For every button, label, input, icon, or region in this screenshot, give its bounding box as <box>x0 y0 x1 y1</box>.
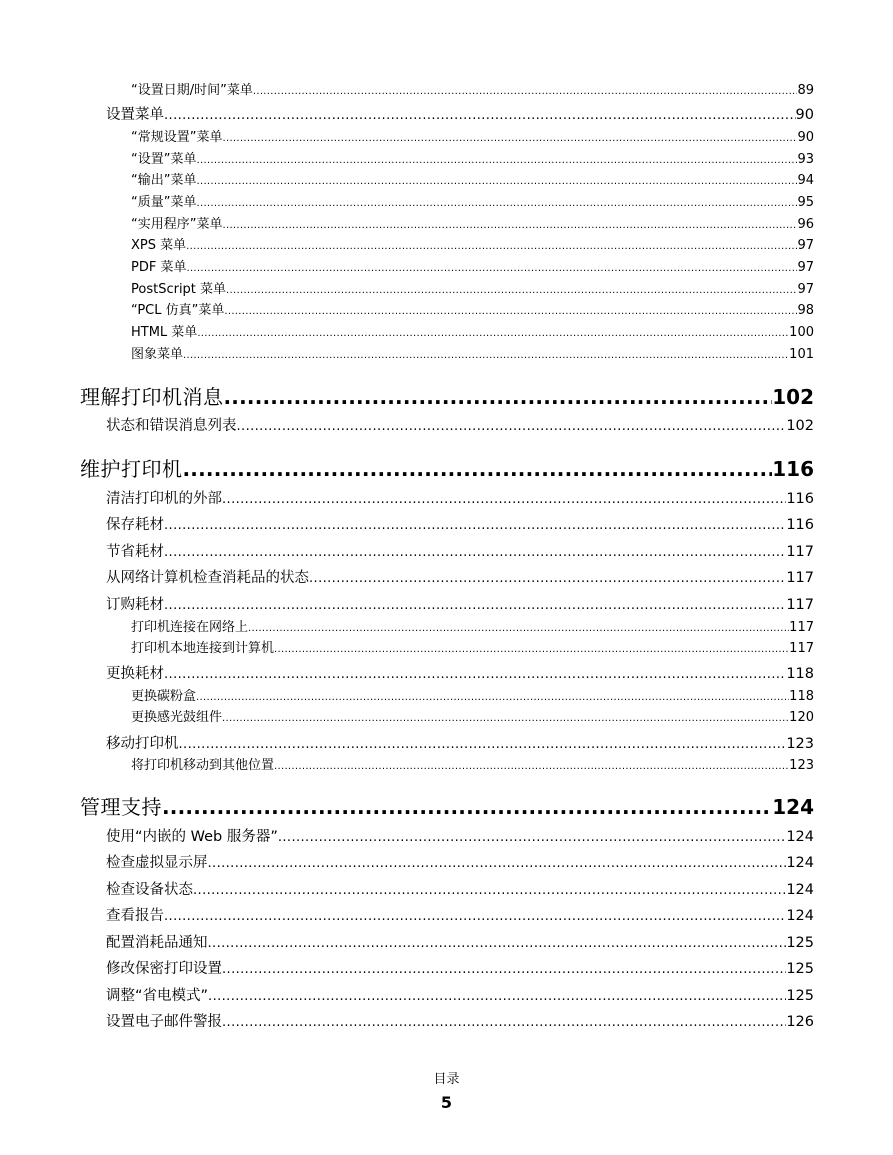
toc-leader-dots <box>162 794 772 820</box>
toc-entry[interactable] <box>106 106 814 125</box>
toc-entry-page: 117 <box>786 544 814 560</box>
toc-entry[interactable] <box>106 907 814 926</box>
toc-entry[interactable] <box>131 194 814 212</box>
toc-entry-page: 97 <box>797 260 814 275</box>
toc-leader-dots <box>208 987 786 1006</box>
toc-chapter-page: 102 <box>772 385 814 409</box>
toc-entry-title: 更换碳粉盒 <box>131 689 197 704</box>
toc-entry[interactable] <box>131 172 814 190</box>
toc-entry[interactable] <box>106 828 814 847</box>
toc-entry[interactable] <box>106 516 814 535</box>
toc-entry-page: 118 <box>789 689 814 704</box>
toc-entry-page: 116 <box>786 491 814 507</box>
toc-entry[interactable] <box>106 960 814 979</box>
toc-entry-title: 查看报告 <box>106 908 164 924</box>
toc-entry[interactable] <box>106 934 814 953</box>
toc-entry[interactable] <box>106 596 814 615</box>
toc-entry-title: 调整“省电模式” <box>106 988 209 1004</box>
toc-entry-title: 更换耗材 <box>106 666 164 682</box>
toc-entry[interactable] <box>131 346 814 364</box>
toc-leader-dots <box>179 735 787 754</box>
toc-entry[interactable] <box>131 151 814 169</box>
toc-entry-page: 117 <box>789 620 814 635</box>
toc-entry[interactable] <box>106 854 814 873</box>
toc-entry[interactable] <box>106 1013 814 1032</box>
toc-entry-title: “实用程序”菜单 <box>131 217 223 232</box>
toc-entry-page: 123 <box>786 736 814 752</box>
toc-leader-dots <box>196 152 797 169</box>
toc-entry-title: 修改保密打印设置 <box>106 961 222 977</box>
toc-entry-title: 配置消耗品通知 <box>106 935 208 951</box>
toc-entry[interactable] <box>131 237 814 255</box>
toc-entry-page: 125 <box>786 988 814 1004</box>
toc-leader-dots <box>274 758 789 775</box>
toc-entry-page: 118 <box>786 666 814 682</box>
toc-entry-page: 101 <box>789 347 814 362</box>
toc-leader-dots <box>224 384 773 410</box>
toc-entry-title: 保存耗材 <box>106 517 164 533</box>
toc-entry-page: 95 <box>797 195 814 210</box>
toc-leader-dots <box>186 260 797 277</box>
toc-entry-title: 将打印机移动到其他位置 <box>131 758 275 773</box>
toc-entry-page: 90 <box>795 107 814 123</box>
toc-leader-dots <box>197 325 789 342</box>
toc-entry[interactable] <box>131 709 814 727</box>
toc-entry-page: 90 <box>797 130 814 145</box>
toc-entry[interactable] <box>106 881 814 900</box>
toc-entry-title: PDF 菜单 <box>131 260 187 275</box>
toc-entry[interactable] <box>131 640 814 658</box>
toc-leader-dots <box>274 641 789 658</box>
toc-entry[interactable] <box>131 688 814 706</box>
toc-entry[interactable] <box>106 417 814 436</box>
toc-entry-page: 117 <box>789 641 814 656</box>
toc-entry-page: 100 <box>789 325 814 340</box>
toc-leader-dots <box>196 173 797 190</box>
toc-entry-title: 设置电子邮件警报 <box>106 1014 222 1030</box>
toc-leader-dots <box>248 620 789 637</box>
toc-leader-dots <box>196 195 797 212</box>
toc-entry-title: HTML 菜单 <box>131 325 198 340</box>
toc-leader-dots <box>196 689 789 706</box>
toc-entry-page: 98 <box>797 303 814 318</box>
page-number: 5 <box>440 1093 453 1112</box>
toc-leader-dots <box>222 710 789 727</box>
toc-entry[interactable] <box>106 735 814 754</box>
toc-entry-page: 117 <box>786 597 814 613</box>
toc-entry-title: 节省耗材 <box>106 544 164 560</box>
toc-entry-title: 从网络计算机检查消耗品的状态 <box>106 570 309 586</box>
toc-entry-page: 124 <box>786 855 814 871</box>
toc-entry[interactable] <box>131 324 814 342</box>
toc-entry-page: 93 <box>797 152 814 167</box>
toc-leader-dots <box>309 569 786 588</box>
toc-entry-title: 更换感光鼓组件 <box>131 710 223 725</box>
toc-chapter-page: 124 <box>772 795 814 819</box>
toc-chapter-title: 管理支持 <box>80 795 162 819</box>
toc-leader-dots <box>222 1013 786 1032</box>
toc-entry-title: 打印机连接在网络上 <box>131 620 249 635</box>
toc-entry-title: 订购耗材 <box>106 597 164 613</box>
toc-leader-dots <box>222 217 797 234</box>
toc-leader-dots <box>208 934 787 953</box>
toc-leader-dots <box>226 282 797 299</box>
toc-entry-title: 打印机本地连接到计算机 <box>131 641 275 656</box>
toc-entry-page: 123 <box>789 758 814 773</box>
toc-entry-page: 117 <box>786 570 814 586</box>
toc-leader-dots <box>183 347 789 364</box>
toc-entry-page: 124 <box>786 882 814 898</box>
toc-entry[interactable] <box>131 302 814 320</box>
toc-entry-title: “质量”菜单 <box>131 195 197 210</box>
toc-entry-page: 124 <box>786 908 814 924</box>
toc-entry[interactable] <box>131 259 814 277</box>
footer-label: 目录 <box>433 1072 460 1087</box>
toc-entry[interactable] <box>106 490 814 509</box>
toc-entry-title: 清洁打印机的外部 <box>106 491 222 507</box>
toc-entry[interactable] <box>106 569 814 588</box>
toc-leader-dots <box>186 238 797 255</box>
toc-entry-page: 97 <box>797 282 814 297</box>
toc-entry-title: 状态和错误消息列表 <box>106 418 237 434</box>
toc-entry[interactable] <box>106 665 814 684</box>
toc-leader-dots <box>222 490 786 509</box>
toc-leader-dots <box>222 130 797 147</box>
toc-leader-dots <box>164 516 786 535</box>
toc-entry-title: 移动打印机 <box>106 736 179 752</box>
toc-entry-title: “设置”菜单 <box>131 152 197 167</box>
toc-leader-dots <box>222 960 786 979</box>
toc-entry-page: 96 <box>797 217 814 232</box>
toc-chapter-title: 维护打印机 <box>80 457 183 481</box>
toc-entry-title: 图象菜单 <box>131 347 184 362</box>
toc-leader-dots <box>183 456 773 482</box>
toc-entry-page: 102 <box>786 418 814 434</box>
toc-entry-title: 使用“内嵌的 Web 服务器” <box>106 829 278 845</box>
toc-entry[interactable] <box>131 82 814 100</box>
toc-entry-title: “PCL 仿真”菜单 <box>131 303 225 318</box>
toc-entry[interactable] <box>131 281 814 299</box>
toc-entry[interactable] <box>131 757 814 775</box>
toc-entry-page: 94 <box>797 173 814 188</box>
toc-entry[interactable] <box>131 129 814 147</box>
toc-entry-page: 124 <box>786 829 814 845</box>
toc-entry-page: 126 <box>786 1014 814 1030</box>
toc-entry-page: 116 <box>786 517 814 533</box>
toc-entry[interactable] <box>131 619 814 637</box>
toc-entry-title: 检查设备状态 <box>106 882 193 898</box>
toc-entry-page: 89 <box>797 83 814 98</box>
toc-leader-dots <box>164 543 786 562</box>
toc-entry-title: “设置日期/时间”菜单 <box>131 83 253 98</box>
toc-leader-dots <box>164 907 786 926</box>
toc-entry-page: 125 <box>786 935 814 951</box>
toc-leader-dots <box>164 596 786 615</box>
toc-leader-dots <box>237 417 787 436</box>
toc-leader-dots <box>278 828 786 847</box>
toc-leader-dots <box>253 83 798 100</box>
toc-leader-dots <box>224 303 797 320</box>
toc-leader-dots <box>208 854 787 873</box>
toc-entry[interactable] <box>131 216 814 234</box>
toc-entry[interactable] <box>106 543 814 562</box>
toc-entry-page: 125 <box>786 961 814 977</box>
toc-entry-title: 检查虚拟显示屏 <box>106 855 208 871</box>
toc-leader-dots <box>193 881 786 900</box>
toc-chapter[interactable] <box>80 456 814 482</box>
toc-entry-title: XPS 菜单 <box>131 238 187 253</box>
toc-entry-title: PostScript 菜单 <box>131 282 227 297</box>
toc-entry-title: 设置菜单 <box>106 107 164 123</box>
toc-entry-title: “常规设置”菜单 <box>131 130 223 145</box>
toc-chapter[interactable] <box>80 384 814 410</box>
toc-leader-dots <box>164 665 786 684</box>
toc-entry-title: “输出”菜单 <box>131 173 197 188</box>
toc-chapter-page: 116 <box>772 457 814 481</box>
toc-leader-dots <box>164 106 796 125</box>
toc-chapter-title: 理解打印机消息 <box>80 385 224 409</box>
toc-chapter[interactable] <box>80 794 814 820</box>
toc-entry[interactable] <box>106 987 814 1006</box>
toc-entry-page: 97 <box>797 238 814 253</box>
toc-entry-page: 120 <box>789 710 814 725</box>
